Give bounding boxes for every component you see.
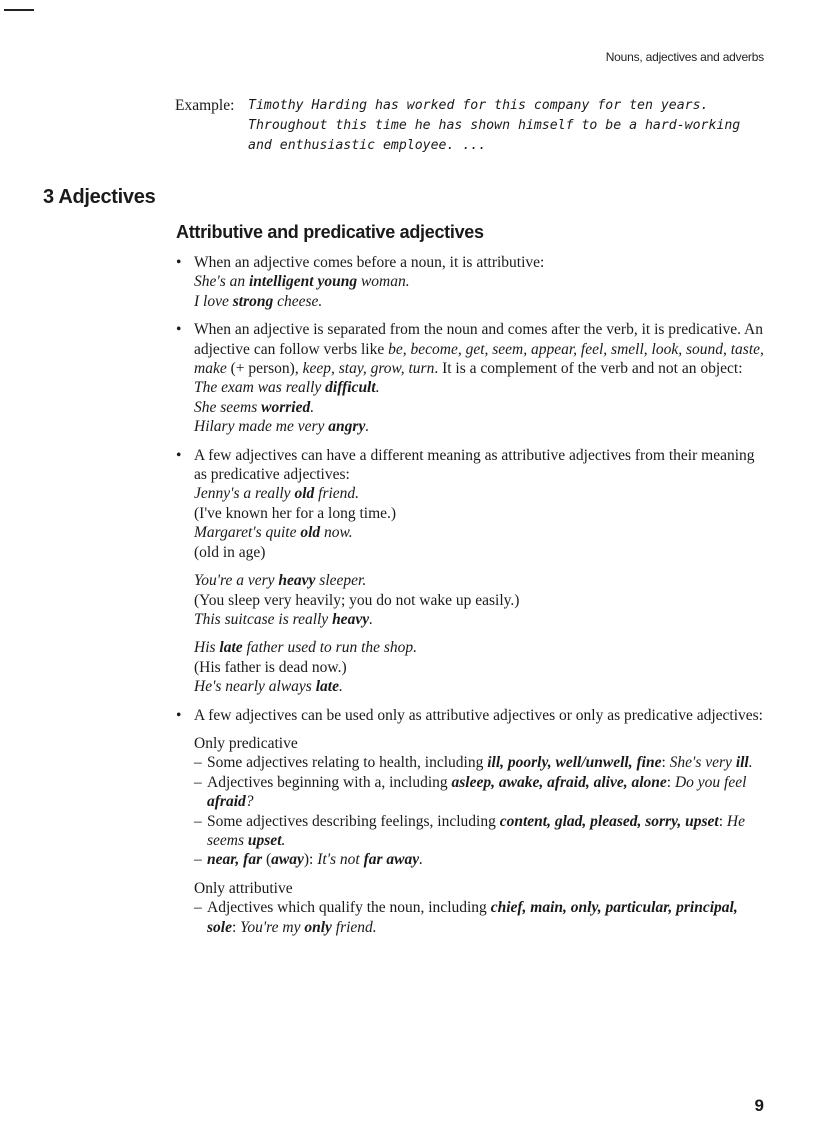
dash-item: – Some adjectives relating to health, including ill, poorly, well/unwell, fine: She's very ill. [194,754,753,772]
bullet-different-meaning [176,446,766,697]
gloss: (old in age) [194,543,266,561]
example-label: Example: [175,97,235,114]
example-sentence: He's nearly always late. [194,678,343,696]
example-sentence: Jenny's a really old friend. [194,485,360,503]
bullet-predicative [176,320,766,436]
dash-item: – Some adjectives describing feelings, including content, glad, pleased, sorry, upset: He seems upset. [194,812,745,849]
bullet-text: • A few adjectives can be used only as attributive adjectives or only as predicative adjectives: [194,706,763,724]
subsection-title: Attributive and predicative adjectives [176,222,484,242]
example-sentence: I love strong cheese. [194,292,323,310]
example-sentence: You're a very heavy sleeper. [194,572,367,590]
example-line: Throughout this time he has shown himself to be a hard-working [248,118,741,133]
bullet-attributive [176,253,766,311]
list-heading: Only attributive [194,879,293,897]
dash-item: – near, far (away): It's not far away. [194,851,424,869]
example-handwriting [248,96,768,156]
dash-item: – Adjectives which qualify the noun, including chief, main, only, particular, principal, sole: You're my only friend. [194,899,738,936]
example-line: Timothy Harding has worked for this company for ten years. [248,98,709,113]
gloss: (You sleep very heavily; you do not wake up easily.) [194,591,520,609]
example-sentence: She seems worried. [194,398,315,416]
example-sentence: Margaret's quite old now. [194,524,353,542]
example-sentence: Hilary made me very angry. [194,418,370,436]
gloss: (I've known her for a long time.) [194,504,397,522]
example-line: and enthusiastic employee. ... [248,138,487,153]
dash-item: – Adjectives beginning with a, including asleep, awake, afraid, alive, alone: Do you feel afraid? [194,773,747,811]
example-sentence: The exam was really difficult. [194,379,380,397]
bullet-only-one-use [176,706,766,937]
running-head: Nouns, adjectives and adverbs [605,50,764,64]
gloss: (His father is dead now.) [194,658,347,676]
page-number: 9 [754,1096,764,1115]
bullet-text: • When an adjective comes before a noun, it is attributive: [194,254,545,271]
page-edge-mark [4,9,34,11]
example-sentence: She's an intelligent young woman. [194,273,410,291]
list-heading: Only predicative [194,734,298,752]
body-content [176,253,766,946]
bullet-text: • A few adjectives can have a different meaning as attributive adjectives from their meaning as predicative adjectives: [194,446,755,484]
example-sentence: His late father used to run the shop. [194,639,418,657]
example-sentence: This suitcase is really heavy. [194,610,373,628]
bullet-text: • When an adjective is separated from the noun and comes after the verb, it is predicative. An adjective can follow verbs like be, become, get, seem, appear, feel, smell, look, sound, taste, make (+ person), keep, stay, grow, turn. It is a complement of the verb and not an object: [194,321,764,378]
section-title: 3 Adjectives [43,186,156,208]
